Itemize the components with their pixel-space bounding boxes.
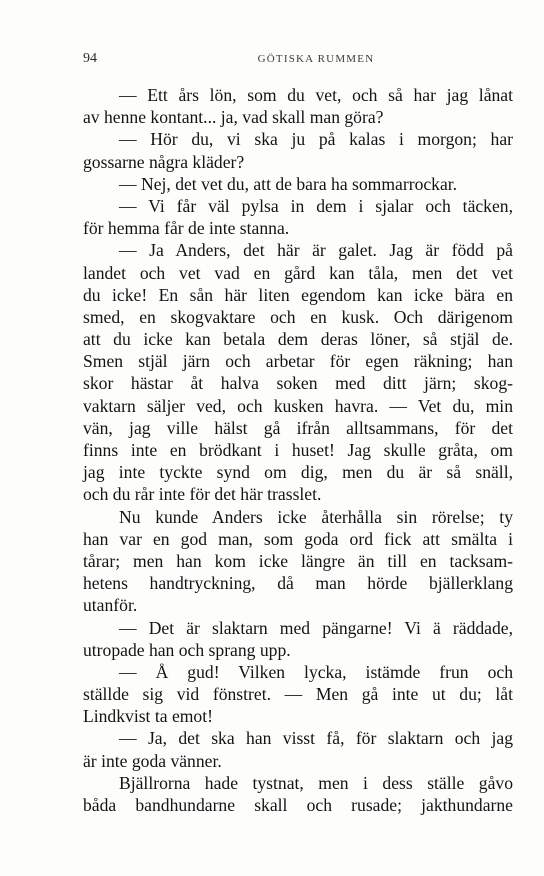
text-line: — Ja Anders, det här är galet. Jag är född på [119, 240, 513, 261]
text-line: — Nej, det vet du, att de bara ha sommarrockar. [119, 173, 458, 194]
text-line: ställde sig vid fönstret. — Men gå inte ut du; låt [83, 684, 513, 705]
text-line: vaktarn säljer ved, och kusken havra. — Vet du, min [83, 395, 513, 416]
text-line: — Ett års lön, som du vet, och så har jag lånat [119, 85, 513, 105]
text-line: Bjällrorna hade tystnat, men i dess ställe gåvo [119, 772, 513, 793]
text-line: — Det är slaktarn med pängarne! Vi ä räddade, [119, 617, 513, 638]
text-line: utanför. [83, 595, 138, 616]
page-number: 94 [83, 51, 97, 66]
running-head: GÖTISKA RUMMEN [257, 53, 375, 65]
text-line: och du rår inte för det här trasslet. [83, 484, 322, 505]
text-line: gossarne några kläder? [83, 151, 245, 172]
text-line: för hemma får de inte stanna. [83, 218, 290, 239]
text-line: tårar; men han kom icke längre än till en tacksam- [83, 550, 513, 571]
text-line: är inte goda vänner. [83, 750, 222, 771]
body-text [83, 84, 513, 816]
text-line: jag inte tyckte synd om dig, men du är så snäll, [83, 462, 513, 483]
text-line: skor hästar åt halva soken med ditt järn; skog- [83, 373, 513, 394]
text-line: — Vi får väl pylsa in dem i sjalar och täcken, [119, 195, 513, 216]
text-line: Smen stjäl järn och arbetar för egen räkning; han [83, 351, 513, 372]
text-line: — Ja, det ska han visst få, för slaktarn och jag [119, 728, 513, 749]
text-line: båda bandhundarne skall och rusade; jakthundarne [83, 795, 513, 815]
text-line: — Å gud! Vilken lycka, istämde frun och [119, 661, 513, 682]
text-line: utropade han och sprang upp. [83, 639, 291, 660]
text-line: han var en god man, som goda ord fick att smälta i [83, 528, 513, 549]
text-line: vän, jag ville hälst gå ifrån alltsammans, för det [83, 417, 513, 438]
text-line: landet och vet vad en gård kan tåla, men det vet [83, 262, 513, 283]
text-line: du icke! En sån här liten egendom kan icke bära en [83, 284, 513, 305]
text-line: Nu kunde Anders icke återhålla sin rörelse; ty [119, 506, 513, 527]
text-line: smed, en skogvaktare och en kusk. Och därigenom [83, 306, 513, 327]
text-line: hetens handtryckning, då man hörde bjällerklang [83, 573, 513, 594]
text-line: finns inte en brödkant i huset! Jag skulle gråta, om [83, 440, 513, 460]
text-line: av henne kontant... ja, vad skall man göra? [83, 107, 384, 128]
text-line: Lindkvist ta emot! [83, 706, 213, 727]
text-line: — Hör du, vi ska ju på kalas i morgon; har [119, 129, 513, 150]
text-line: att du icke kan betala dem deras löner, så stjäl de. [83, 329, 513, 350]
page-header [83, 51, 513, 71]
